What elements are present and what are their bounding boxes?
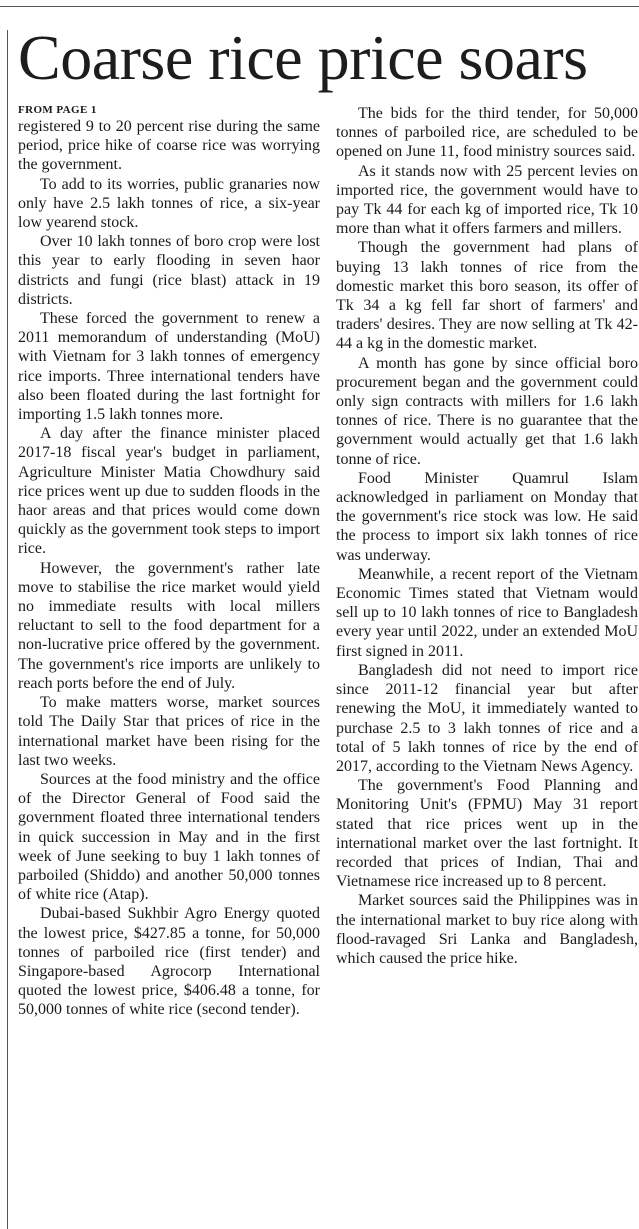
paragraph: The government's Food Planning and Monitoring Unit's (FPMU) May 31 report stated that rice prices went up in the international market over the last fortnight. It recorded that prices of Indian, Thai and Vietnamese rice increased up to 8 percent. [336,777,638,891]
paragraph: To add to its worries, public granaries now only have 2.5 lakh tonnes of rice, a six-year low yearend stock. [18,175,320,232]
paragraph: Sources at the food ministry and the office of the Director General of Food said the government floated three international tenders in quick succession in May and in the first week of June seeking to buy 1 lakh tonnes of parboiled (Shiddo) and another 50,000 tonnes of white rice (Atap). [18,770,320,904]
paragraph: However, the government's rather late move to stabilise the rice market would yield no immediate results with local millers reluctant to sell to the food department for a non-lucrative price offered by the government. The government's rice imports are unlikely to reach ports before the end of July. [18,559,320,692]
article-column-right [336,104,638,1229]
paragraph: registered 9 to 20 percent rise during the same period, price hike of coarse rice was worrying the government. [18,118,320,174]
paragraph: Meanwhile, a recent report of the Vietnam Economic Times stated that Vietnam would sell up to 10 lakh tonnes of rice to Bangladesh every year until 2022, under an extended MoU first signed in 2011. [336,565,638,660]
left-column-rule [7,30,8,1229]
jump-label: FROM PAGE 1 [18,104,97,116]
paragraph: The bids for the third tender, for 50,000 tonnes of parboiled rice, are scheduled to be opened on June 11, food ministry sources said. [336,105,638,161]
paragraph: As it stands now with 25 percent levies on imported rice, the government would have to pay Tk 44 for each kg of imported rice, Tk 10 more than what it offers farmers and millers. [336,162,638,238]
paragraph: These forced the government to renew a 2011 memorandum of understanding (MoU) with Vietnam for 3 lakh tonnes of emergency rice imports. Three international tenders have also been floated during the last fortnight for importing 1.5 lakh tonnes more. [18,310,320,424]
paragraph: Over 10 lakh tonnes of boro crop were lost this year to early flooding in seven haor districts and fungi (rice blast) attack in 19 districts. [18,233,320,308]
paragraph: A day after the finance minister placed 2017-18 fiscal year's budget in parliament, Agriculture Minister Matia Chowdhury said rice prices went up due to sudden floods in the haor areas and that prices would come down quickly as the government took steps to import rice. [18,425,320,558]
paragraph: Dubai-based Sukhbir Agro Energy quoted the lowest price, $427.85 a tonne, for 50,000 tonnes of parboiled rice (first tender) and Singapore-based Agrocorp International quoted the lowest price, $406.48 a tonne, for 50,000 tonnes of white rice (second tender). [18,905,320,1019]
paragraph: Food Minister Quamrul Islam acknowledged in parliament on Monday that the government's rice stock was low. He said the process to import six lakh tonnes of rice was underway. [336,469,638,564]
paragraph: A month has gone by since official boro procurement began and the government could only sign contracts with millers for 1.6 lakh tonnes of rice. There is no guarantee that the government would actually get that 1.6 lakh tonne of rice. [336,354,638,468]
paragraph: Though the government had plans of buying 13 lakh tonnes of rice from the domestic market this boro season, its offer of Tk 34 a kg fell far short of farmers' and traders' desires. They are now selling at Tk 42-44 a kg in the domestic market. [336,239,638,353]
top-rule [0,6,639,7]
paragraph: Market sources said the Philippines was in the international market to buy rice along with flood-ravaged Sri Lanka and Bangladesh, which caused the price hike. [336,892,638,967]
paragraph: Bangladesh did not need to import rice since 2011-12 financial year but after renewing the MoU, it immediately wanted to purchase 2.5 to 3 lakh tonnes of rice and a total of 5 lakh tonnes of rice by the end of 2017, according to the Vietnam News Agency. [336,661,638,775]
article-column-left [18,104,320,1229]
paragraph: To make matters worse, market sources told The Daily Star that prices of rice in the international market have been rising for the last two weeks. [18,694,320,769]
headline: Coarse rice price soars [18,22,588,93]
